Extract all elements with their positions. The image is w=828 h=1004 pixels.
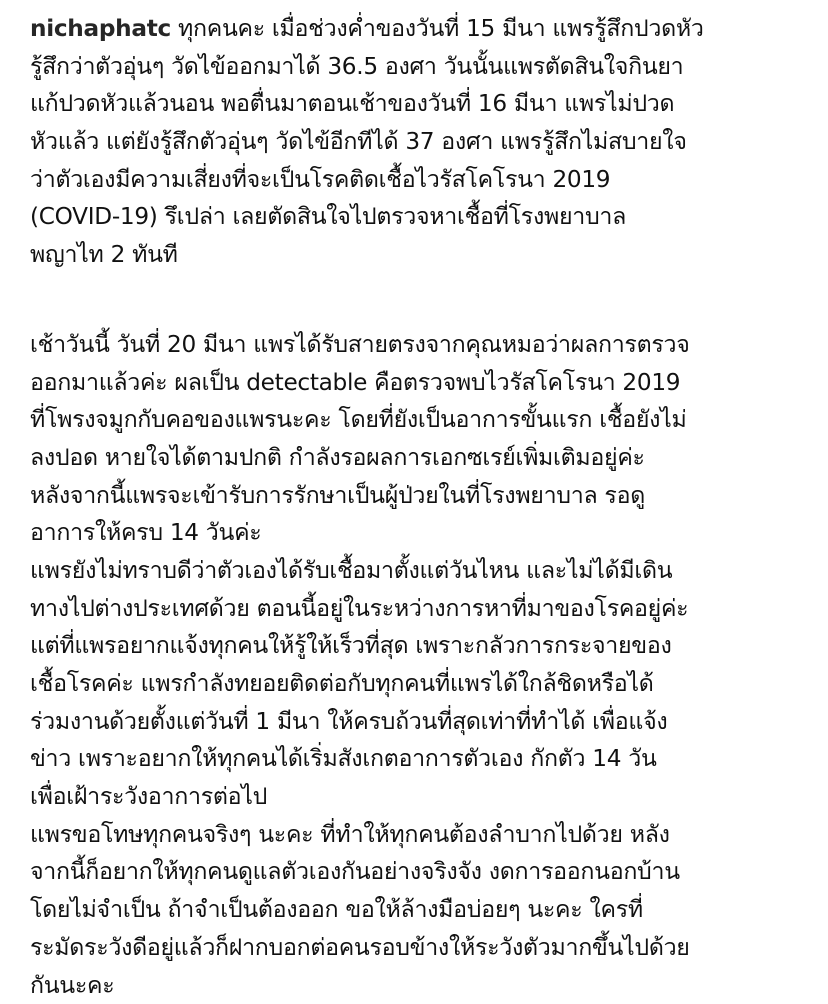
caption-line: โดยไม่จำเป็น ถ้าจำเป็นต้องออก ขอให้ล้างมือบ่อยๆ นะคะ ใครที่ <box>30 891 820 929</box>
post-caption <box>30 10 820 1004</box>
caption-line <box>30 10 820 48</box>
caption-line: ว่าตัวเองมีความเสี่ยงที่จะเป็นโรคติดเชื้อไวรัสโคโรนา 2019 <box>30 161 820 199</box>
caption-line: ที่โพรงจมูกกับคอของแพรนะคะ โดยที่ยังเป็นอาการขั้นแรก เชื้อยังไม่ <box>30 401 820 439</box>
caption-line: เช้าวันนี้ วันที่ 20 มีนา แพรได้รับสายตรงจากคุณหมอว่าผลการตรวจ <box>30 326 820 364</box>
username-link[interactable]: nichaphatc <box>30 15 171 42</box>
caption-line: แก้ปวดหัวแล้วนอน พอตื่นมาตอนเช้าของวันที่ 16 มีนา แพรไม่ปวด <box>30 85 820 123</box>
caption-line: ลงปอด หายใจได้ตามปกติ กำลังรอผลการเอกซเรย์เพิ่มเติมอยู่ค่ะ <box>30 439 820 477</box>
caption-line: กันนะคะ <box>30 967 820 1004</box>
caption-line: จากนี้ก็อยากให้ทุกคนดูแลตัวเองกันอย่างจริงจัง งดการออกนอกบ้าน <box>30 853 820 891</box>
caption-line: รู้สึกว่าตัวอุ่นๆ วัดไข้ออกมาได้ 36.5 องศา วันนั้นแพรตัดสินใจกินยา <box>30 48 820 86</box>
caption-line: ออกมาแล้วค่ะ ผลเป็น detectable คือตรวจพบไวรัสโคโรนา 2019 <box>30 364 820 402</box>
caption-line: แต่ที่แพรอยากแจ้งทุกคนให้รู้ให้เร็วที่สุด เพราะกลัวการกระจายของ <box>30 627 820 665</box>
paragraph-spacer <box>30 274 820 326</box>
caption-line: แพรขอโทษทุกคนจริงๆ นะคะ ที่ทำให้ทุกคนต้องลำบากไปด้วย หลัง <box>30 816 820 854</box>
caption-text: ทุกคนคะ เมื่อช่วงค่ำของวันที่ 15 มีนา แพรรู้สึกปวดหัว <box>171 15 704 42</box>
caption-line: ระมัดระวังดีอยู่แล้วก็ฝากบอกต่อคนรอบข้างให้ระวังตัวมากขึ้นไปด้วย <box>30 929 820 967</box>
caption-line: พญาไท 2 ทันที <box>30 236 820 274</box>
caption-line: (COVID-19) รึเปล่า เลยตัดสินใจไปตรวจหาเชื้อที่โรงพยาบาล <box>30 198 820 236</box>
caption-line: เพื่อเฝ้าระวังอาการต่อไป <box>30 778 820 816</box>
caption-line: หลังจากนี้แพรจะเข้ารับการรักษาเป็นผู้ป่วยในที่โรงพยาบาล รอดู <box>30 477 820 515</box>
caption-line: เชื้อโรคค่ะ แพรกำลังทยอยติดต่อกับทุกคนที่แพรได้ใกล้ชิดหรือได้ <box>30 665 820 703</box>
caption-line: ทางไปต่างประเทศด้วย ตอนนี้อยู่ในระหว่างการหาที่มาของโรคอยู่ค่ะ <box>30 590 820 628</box>
caption-line: อาการให้ครบ 14 วันค่ะ <box>30 514 820 552</box>
caption-line: แพรยังไม่ทราบดีว่าตัวเองได้รับเชื้อมาตั้งแต่วันไหน และไม่ได้มีเดิน <box>30 552 820 590</box>
caption-line: ข่าว เพราะอยากให้ทุกคนได้เริ่มสังเกตอาการตัวเอง กักตัว 14 วัน <box>30 740 820 778</box>
caption-line: ร่วมงานด้วยตั้งแต่วันที่ 1 มีนา ให้ครบถ้วนที่สุดเท่าที่ทำได้ เพื่อแจ้ง <box>30 703 820 741</box>
caption-line: หัวแล้ว แต่ยังรู้สึกตัวอุ่นๆ วัดไข้อีกทีได้ 37 องศา แพรรู้สึกไม่สบายใจ <box>30 123 820 161</box>
